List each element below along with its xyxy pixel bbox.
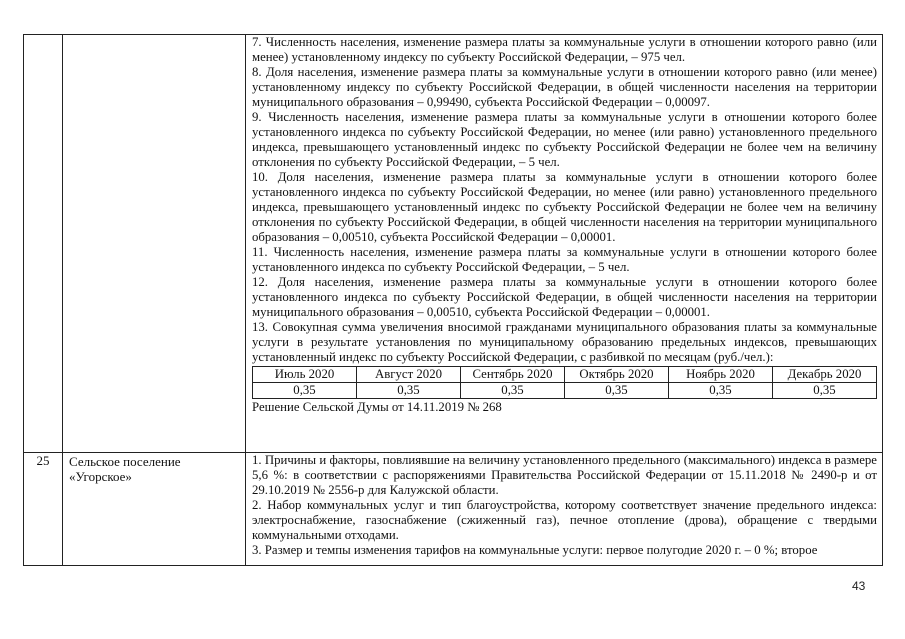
- month-value: 0,35: [461, 383, 565, 399]
- paragraph-12: 12. Доля населения, изменение размера платы за коммунальные услуги в отношении которого более установленного индекса по субъекту Российской Федерации, в общей численности населения на территории муниципального образования – 0,00510, субъекта Российской Федерации – 0,00001.: [252, 275, 877, 319]
- months-header-row: [253, 367, 877, 383]
- details-cell: [246, 35, 883, 453]
- details-content: [252, 453, 877, 565]
- paragraph-13: 13. Совокупная сумма увеличения вносимой гражданами муниципального образования платы за коммунальные услуги в результате установления по муниципальному образованию предельных индексов, превышающих установленный индекс по субъекту Российской Федерации, с разбивкой по месяцам (руб./чел.):: [252, 320, 877, 364]
- monthly-increase-table: [252, 366, 877, 399]
- month-header: Октябрь 2020: [565, 367, 669, 383]
- month-header: Ноябрь 2020: [669, 367, 773, 383]
- table-row: [24, 453, 883, 566]
- decision-reference: Решение Сельской Думы от 14.11.2019 № 268: [252, 400, 502, 414]
- month-value: 0,35: [773, 383, 877, 399]
- paragraph-11: 11. Численность населения, изменение размера платы за коммунальные услуги в отношении которого более установленного индекса по субъекту Российской Федерации, – 5 чел.: [252, 245, 877, 274]
- month-value: 0,35: [669, 383, 773, 399]
- month-value: 0,35: [357, 383, 461, 399]
- municipalities-table: [23, 34, 883, 566]
- paragraph-9: 9. Численность населения, изменение размера платы за коммунальные услуги в отношении которого более установленного индекса по субъекту Российской Федерации, но менее (или равно) установленного предельного индекса, превышающего установленный индекс по субъекту Российской Федерации не более чем на величину отклонения по субъекту Российской Федерации, – 5 чел.: [252, 110, 877, 169]
- municipality-name-cell: [63, 35, 246, 453]
- row-number-cell: 25: [24, 453, 63, 566]
- paragraph-1: 1. Причины и факторы, повлиявшие на величину установленного предельного (максимального) индекса в размере 5,6 %: в соответствии с распоряжениями Правительства Российской Федерации от 15.11.2018 № 2490-р и от 29.10.2019 № 2556-р для Калужской области.: [252, 453, 877, 497]
- month-header: Декабрь 2020: [773, 367, 877, 383]
- row-number-cell: [24, 35, 63, 453]
- table-row: [24, 35, 883, 453]
- page-number: 43: [852, 579, 866, 593]
- municipality-name-line: Сельское поселение: [69, 454, 181, 469]
- details-cell: [246, 453, 883, 566]
- paragraph-2: 2. Набор коммунальных услуг и тип благоустройства, которому соответствует значение предельного индекса: электроснабжение, газоснабжение (сжиженный газ), печное отопление (дрова), обращение с твердыми коммунальными отходами.: [252, 498, 877, 542]
- month-header: Август 2020: [357, 367, 461, 383]
- municipality-name-cell: [63, 453, 246, 566]
- month-header: Сентябрь 2020: [461, 367, 565, 383]
- paragraph-10: 10. Доля населения, изменение размера платы за коммунальные услуги в отношении которого более установленного индекса по субъекту Российской Федерации, но менее (или равно) установленного предельного индекса, превышающего установленный индекс по субъекту Российской Федерации не более чем на величину отклонения по субъекту Российской Федерации, в общей численности населения на территории муниципального образования – 0,00510, субъекта Российской Федерации – 0,00001.: [252, 170, 877, 244]
- paragraph-3: 3. Размер и темпы изменения тарифов на коммунальные услуги: первое полугодие 2020 г. – 0 %; второе: [252, 543, 818, 557]
- month-header: Июль 2020: [253, 367, 357, 383]
- paragraph-7: 7. Численность населения, изменение размера платы за коммунальные услуги в отношении которого равно (или менее) установленному индексу по субъекту Российской Федерации, – 975 чел.: [252, 35, 877, 64]
- values-row: [253, 383, 877, 399]
- municipality-name-line: «Угорское»: [69, 469, 132, 484]
- month-value: 0,35: [253, 383, 357, 399]
- month-value: 0,35: [565, 383, 669, 399]
- paragraph-8: 8. Доля населения, изменение размера платы за коммунальные услуги в отношении которого равно (или менее) установленному индексу по субъекту Российской Федерации, в общей численности населения на территории муниципального образования – 0,99490, субъекта Российской Федерации – 0,00097.: [252, 65, 877, 109]
